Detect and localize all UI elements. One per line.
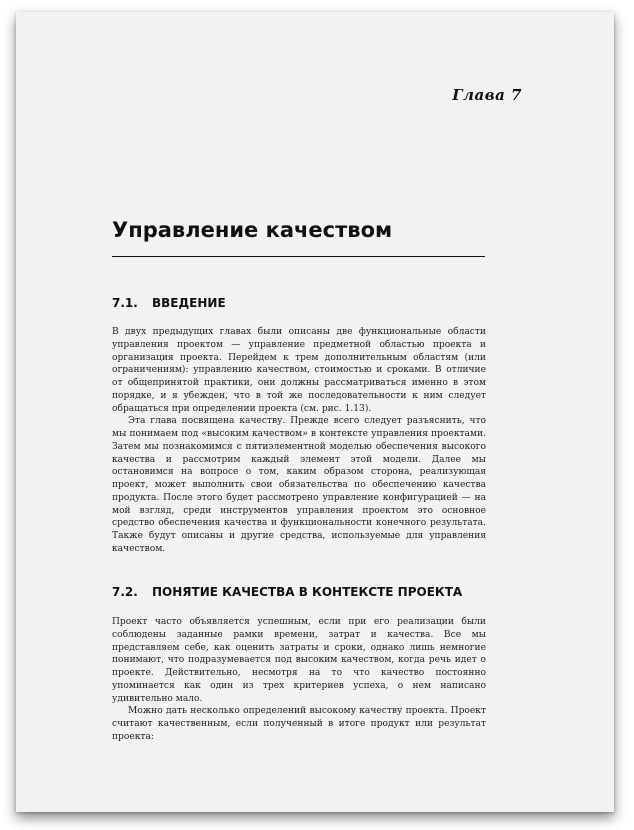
- section-heading-quality-concept: [112, 585, 462, 599]
- paragraph: Эта глава посвящена качеству. Прежде всего следует разъяснить, что мы понимаем под «высоким качеством» в контексте управления проектами. Затем мы познакомимся с пятиэлементной моделью обеспечения высокого качества и рассмотрим каждый элемент этой модели. Далее мы остановимся на вопросе о том, каким образом сторона, реализующая проект, может выполнить свои обязательства по обеспечению качества продукта. После этого будет рассмотрено управление конфигурацией — на мой взгляд, среди инструментов управления проектом это основное средство обеспечения качества и функциональности конечного результата. Также будут описаны и другие средства, используемые для управления качеством.: [112, 416, 486, 554]
- section-body-introduction: [112, 326, 486, 556]
- section-number: 7.1.: [112, 296, 138, 310]
- section-number: 7.2.: [112, 585, 138, 599]
- book-page: [16, 12, 614, 812]
- chapter-label: Глава 7: [452, 86, 522, 104]
- paragraph: В двух предыдущих главах были описаны две функциональные области управления проектом — управление предметной областью проекта и организация проекта. Перейдем к трем дополнительным областям (или ограничениям): управлению качеством, стоимостью и сроками. В отличие от общепринятой практики, они должны рассматриваться именно в этом порядке, и я убежден, что в той же последовательности к ним следует обращаться при определении проекта (см. рис. 1.13).: [112, 327, 486, 414]
- section-title: ПОНЯТИЕ КАЧЕСТВА В КОНТЕКСТЕ ПРОЕКТА: [152, 585, 463, 599]
- paragraph: Можно дать несколько определений высокому качеству проекта. Проект считают качественным, если полученный в итоге продукт или результат проекта:: [112, 706, 486, 742]
- chapter-title: Управление качеством: [112, 218, 393, 242]
- title-underline: [112, 256, 485, 257]
- section-heading-introduction: [112, 296, 226, 310]
- section-body-quality-concept: [112, 616, 486, 744]
- paragraph: Проект часто объявляется успешным, если при его реализации были соблюдены заданные рамки времени, затрат и качества. Все мы представляем себе, как оценить затраты и сроки, однако лишь немногие понимают, что подразумевается под высоким качеством, когда речь идет о проекте. Действительно, несмотря на то что качество постоянно упоминается как один из трех критериев успеха, о нем написано удивительно мало.: [112, 617, 486, 704]
- section-title: ВВЕДЕНИЕ: [152, 296, 226, 310]
